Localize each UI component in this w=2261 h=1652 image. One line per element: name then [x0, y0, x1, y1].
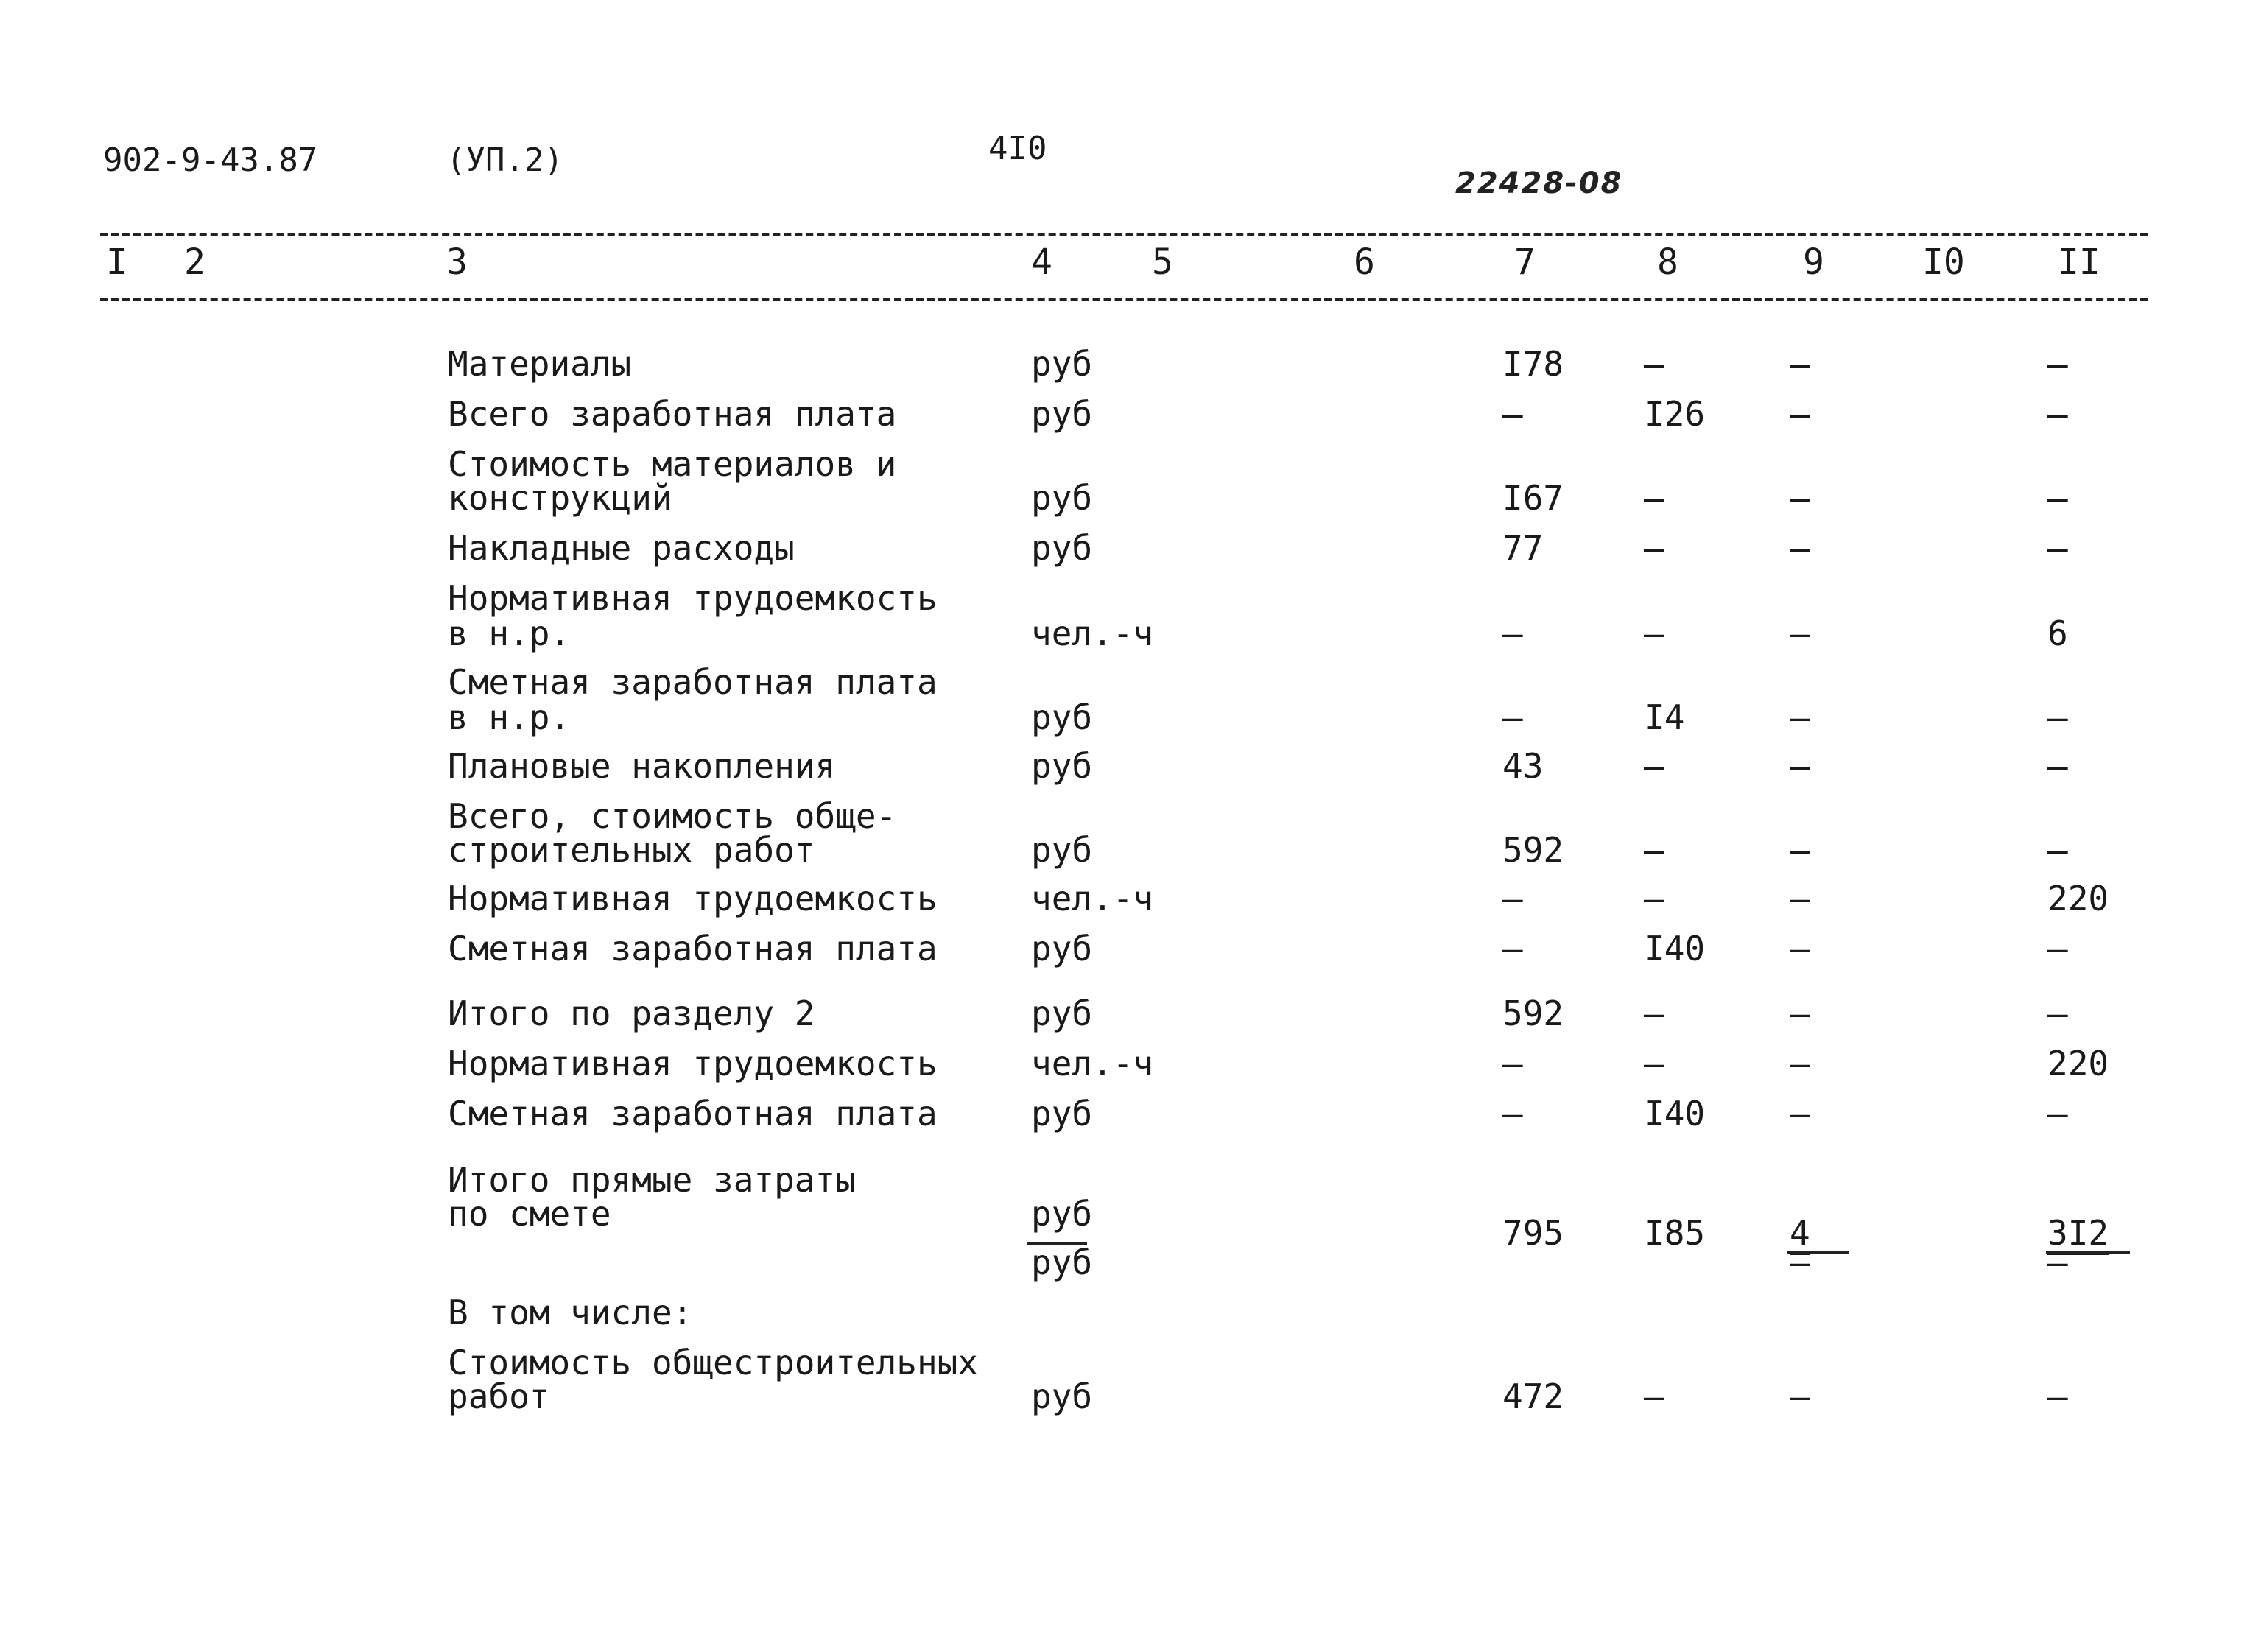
row-col8-value: – — [1644, 528, 1664, 568]
row-unit-denominator: руб — [1031, 1242, 1093, 1282]
row-col9-value: – — [1790, 1377, 1810, 1416]
row-description: Плановые накопления — [448, 746, 836, 786]
row-col9-numerator: 4 — [1790, 1213, 1810, 1253]
row-col8-value: – — [1644, 879, 1664, 918]
row-unit: руб — [1031, 697, 1093, 737]
row-description-continued: по смете — [448, 1194, 611, 1234]
row-description-continued: конструкций — [448, 478, 672, 518]
row-col11-value: – — [2047, 994, 2068, 1033]
row-description: Всего заработная плата — [448, 394, 897, 434]
column-number: 9 — [1803, 242, 1824, 283]
row-col11-value: – — [2047, 528, 2068, 568]
row-col8-value: – — [1644, 1377, 1664, 1416]
album-label: (УП.2) — [446, 141, 563, 179]
row-col8-value: I40 — [1644, 1094, 1706, 1133]
row-col9-value: – — [1790, 478, 1810, 518]
row-col8-value: – — [1644, 830, 1664, 870]
row-description-continued: в н.р. — [448, 697, 571, 737]
row-col9-value: – — [1790, 879, 1810, 918]
row-description: Сметная заработная плата — [448, 662, 938, 702]
row-description: Сметная заработная плата — [448, 1094, 938, 1133]
row-col11-value: 220 — [2047, 1044, 2109, 1083]
row-unit: руб — [1031, 929, 1093, 969]
row-col11-value: – — [2047, 830, 2068, 870]
row-col7-value: 472 — [1502, 1377, 1564, 1416]
row-col7-value: – — [1502, 614, 1523, 653]
row-col7-value: – — [1502, 1094, 1523, 1133]
row-col7-value: – — [1502, 879, 1523, 918]
row-col11-numerator: 3I2 — [2047, 1213, 2109, 1253]
column-number: II — [2058, 242, 2100, 283]
row-description: Стоимость общестроительных — [448, 1343, 979, 1382]
row-col8-value: I26 — [1644, 394, 1706, 434]
row-description: Нормативная трудоемкость — [448, 578, 938, 618]
row-unit: руб — [1031, 528, 1093, 568]
column-number: 2 — [184, 242, 205, 283]
including-label: В том числе: — [448, 1293, 693, 1332]
row-col11-value: – — [2047, 746, 2068, 786]
row-col8-value: – — [1644, 344, 1664, 384]
row-unit: руб — [1031, 994, 1093, 1033]
row-col7-value: – — [1502, 394, 1523, 434]
row-col9-value: – — [1790, 1044, 1810, 1083]
row-description: Материалы — [448, 344, 632, 384]
row-description-continued: строительных работ — [448, 830, 815, 870]
row-description: Стоимость материалов и — [448, 444, 897, 484]
row-col7-value: – — [1502, 697, 1523, 737]
row-unit-numerator: руб — [1031, 1194, 1093, 1234]
row-col8-value: I40 — [1644, 929, 1706, 969]
row-col11-value: – — [2047, 394, 2068, 434]
row-col7-value: 77 — [1502, 528, 1544, 568]
row-col8-value: – — [1644, 746, 1664, 786]
row-col11-value: – — [2047, 478, 2068, 518]
row-col9-denominator: – — [1790, 1242, 1810, 1282]
header-top-rule — [100, 233, 2148, 236]
row-description: Нормативная трудоемкость — [448, 1044, 938, 1083]
row-unit: руб — [1031, 746, 1093, 786]
page-number: 4I0 — [988, 130, 1047, 167]
row-col7-value: 43 — [1502, 746, 1544, 786]
row-col11-denominator: – — [2047, 1242, 2068, 1282]
row-col9-value: – — [1790, 697, 1810, 737]
row-col11-value: – — [2047, 1094, 2068, 1133]
row-description-continued: работ — [448, 1377, 550, 1416]
row-col11-value: – — [2047, 697, 2068, 737]
row-col8-value: I85 — [1644, 1213, 1706, 1253]
row-unit: руб — [1031, 394, 1093, 434]
column-number: 6 — [1354, 242, 1375, 283]
column-number: 4 — [1031, 242, 1052, 283]
row-col11-value: 6 — [2047, 614, 2068, 653]
column-number: 5 — [1152, 242, 1173, 283]
row-col7-value: 592 — [1502, 830, 1564, 870]
row-col7-value: – — [1502, 929, 1523, 969]
row-col9-value: – — [1790, 394, 1810, 434]
row-description: Итого прямые затраты — [448, 1160, 856, 1200]
row-description: Итого по разделу 2 — [448, 994, 815, 1033]
row-col9-value: – — [1790, 344, 1810, 384]
row-col7-value: 795 — [1502, 1213, 1564, 1253]
row-col7-value: 592 — [1502, 994, 1564, 1033]
row-col9-value: – — [1790, 528, 1810, 568]
row-col11-value: – — [2047, 1377, 2068, 1416]
row-description: Сметная заработная плата — [448, 929, 938, 969]
row-description: Нормативная трудоемкость — [448, 879, 938, 918]
header-bottom-rule — [100, 298, 2148, 301]
row-unit: чел.-ч — [1031, 614, 1154, 653]
row-unit: чел.-ч — [1031, 879, 1154, 918]
column-number: 3 — [446, 242, 468, 283]
row-col8-value: – — [1644, 994, 1664, 1033]
row-unit: руб — [1031, 478, 1093, 518]
column-number: 8 — [1657, 242, 1678, 283]
row-description-continued: в н.р. — [448, 614, 571, 653]
row-col7-value: I67 — [1502, 478, 1564, 518]
row-unit: чел.-ч — [1031, 1044, 1154, 1083]
row-col8-value: I4 — [1644, 697, 1685, 737]
row-unit: руб — [1031, 1094, 1093, 1133]
row-col11-value: 220 — [2047, 879, 2109, 918]
column-number: I0 — [1922, 242, 1965, 283]
row-col8-value: – — [1644, 478, 1664, 518]
row-unit: руб — [1031, 830, 1093, 870]
row-col9-value: – — [1790, 994, 1810, 1033]
row-col9-value: – — [1790, 830, 1810, 870]
row-col9-value: – — [1790, 929, 1810, 969]
handwritten-inventory-number: 22428-08 — [1455, 166, 1623, 200]
row-col9-value: – — [1790, 1094, 1810, 1133]
column-number: I — [106, 242, 127, 283]
row-col7-value: – — [1502, 1044, 1523, 1083]
row-col7-value: I78 — [1502, 344, 1564, 384]
row-description: Всего, стоимость обще- — [448, 796, 897, 836]
row-col11-value: – — [2047, 929, 2068, 969]
row-unit: руб — [1031, 1377, 1093, 1416]
row-col11-value: – — [2047, 344, 2068, 384]
row-unit: руб — [1031, 344, 1093, 384]
column-number: 7 — [1514, 242, 1536, 283]
row-col8-value: – — [1644, 614, 1664, 653]
document-code: 902-9-43.87 — [103, 141, 318, 179]
row-col9-value: – — [1790, 614, 1810, 653]
row-description: Накладные расходы — [448, 528, 795, 568]
row-col9-value: – — [1790, 746, 1810, 786]
row-col8-value: – — [1644, 1044, 1664, 1083]
